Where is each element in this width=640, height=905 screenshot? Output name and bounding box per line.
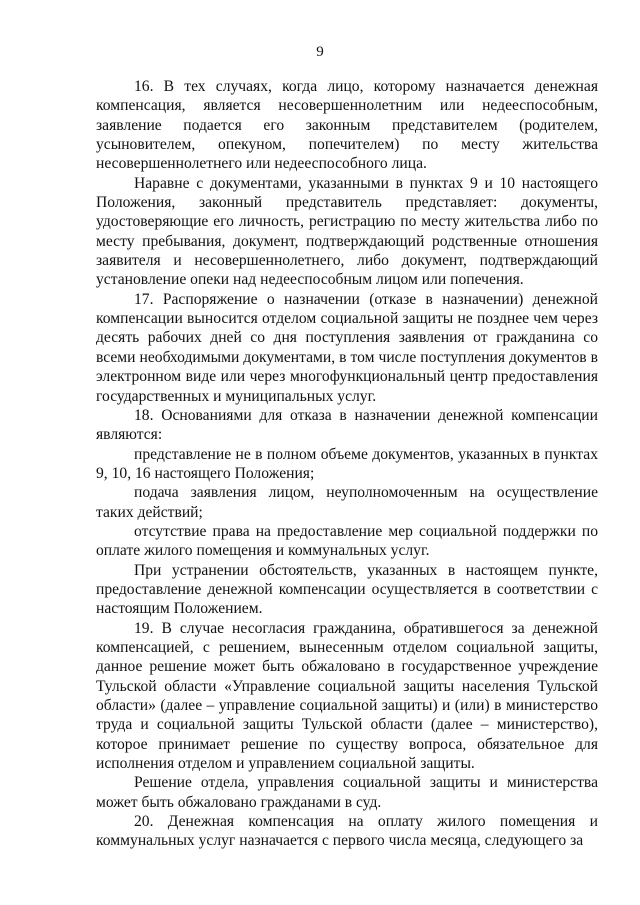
paragraph-18-reason-3: отсутствие права на предоставление мер социальной поддержки по оплате жилого помещения и коммунальных услуг. (96, 522, 598, 560)
paragraph-16-representative-docs: Наравне с документами, указанными в пунктах 9 и 10 настоящего Положения, законный представитель представляет: документы, удостоверяющие его личность, регистрацию по месту жительства либо по месту пребывания, документ, подтверждающий родственные отношения заявителя и несовершеннолетнего, либо документ, подтверждающий установление опеки над недееспособным лицом или попечения. (96, 174, 598, 289)
paragraph-17: 17. Распоряжение о назначении (отказе в назначении) денежной компенсации выносится отделом социальной защиты не позднее чем через десять рабочих дней со дня поступления заявления от гражданина со всеми необходимыми документами, в том числе поступления документов в электронном виде или через многофункциональный центр предоставления государственных и муниципальных услуг. (96, 290, 598, 405)
paragraph-18-resolution: При устранении обстоятельств, указанных в настоящем пункте, предоставление денежной компенсации осуществляется в соответствии с настоящим Положением. (96, 561, 598, 618)
page-number: 9 (316, 44, 324, 60)
paragraph-19: 19. В случае несогласия гражданина, обратившегося за денежной компенсацией, с решением, вынесенным отделом социальной защиты, данное решение может быть обжаловано в государственное учреждение Тульской области «Управление социальной защиты населения Тульской области» (далее – управление социальной защиты) и (или) в министерство труда и социальной защиты Тульской области (далее – министерство), которое принимает решение по существу вопроса, обязательное для исполнения отделом и управлением социальной защиты. (96, 619, 598, 773)
paragraph-18-reason-2: подача заявления лицом, неуполномоченным на осуществление таких действий; (96, 484, 598, 521)
paragraph-16: 16. В тех случаях, когда лицо, которому назначается денежная компенсация, является несовершеннолетним или недееспособным, заявление подается его законным представителем (родителем, усыновителем, опекуном, попечителем) по месту жительства несовершеннолетнего или недееспособного лица. (96, 78, 598, 173)
document-body (96, 77, 598, 851)
paragraph-18-reason-1: представление не в полном объеме документов, указанных в пунктах 9, 10, 16 настоящего Положения; (96, 445, 598, 482)
paragraph-20: 20. Денежная компенсация на оплату жилого помещения и коммунальных услуг назначается с первого числа месяца, следующего за (96, 813, 598, 850)
paragraph-18: 18. Основаниями для отказа в назначении денежной компенсации являются: (96, 406, 598, 444)
paragraph-19-appeal-court: Решение отдела, управления социальной защиты и министерства может быть обжаловано гражданами в суд. (96, 774, 598, 811)
